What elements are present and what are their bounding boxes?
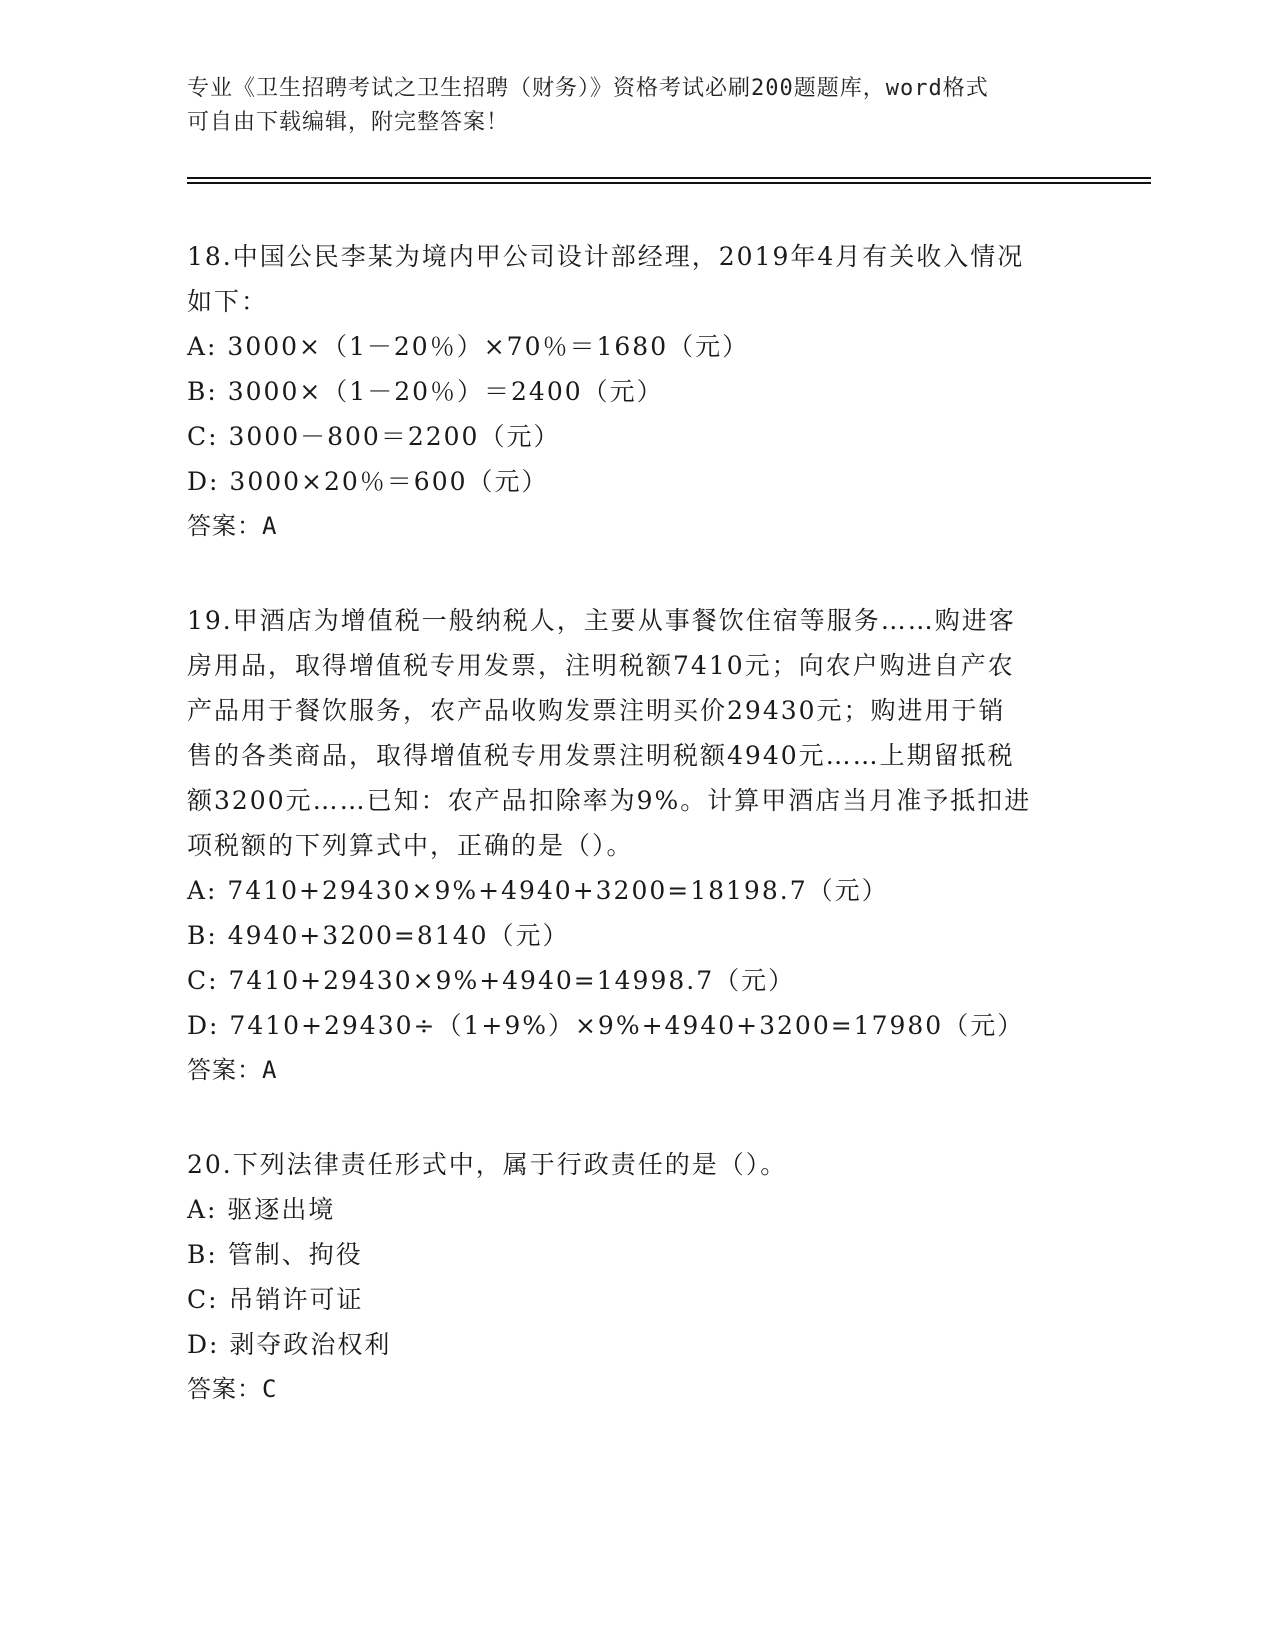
question-text-line: 项税额的下列算式中，正确的是（）。: [187, 831, 634, 860]
option-c: C: 7410+29430×9%+4940=14998.7（元）: [187, 966, 796, 995]
question-text-line: 如下：: [187, 287, 269, 316]
answer-label: 答案：A: [187, 1056, 278, 1084]
question-text-line: 房用品，取得增值税专用发票，注明税额7410元；向农户购进自产农: [187, 651, 1015, 680]
option-d: D: 7410+29430÷（1+9%）×9%+4940+3200=17980（元）: [187, 1011, 1025, 1040]
option-b: B: 管制、拘役: [187, 1240, 363, 1269]
option-a: A: 3000×（1－20％）×70％＝1680（元）: [187, 332, 750, 361]
option-c: C: 3000－800＝2200（元）: [187, 422, 561, 451]
header-divider-top: [187, 177, 1151, 179]
option-b: B: 3000×（1－20％）＝2400（元）: [187, 377, 664, 406]
option-a: A: 7410+29430×9%+4940+3200=18198.7（元）: [187, 876, 889, 905]
option-d: D: 3000×20％＝600（元）: [187, 467, 549, 496]
header-line-2: 可自由下载编辑，附完整答案！: [187, 110, 510, 135]
option-c: C: 吊销许可证: [187, 1285, 364, 1314]
answer-label: 答案：A: [187, 512, 278, 540]
question-text-line: 19.甲酒店为增值税一般纳税人，主要从事餐饮住宿等服务……购进客: [187, 606, 1016, 635]
question-text-line: 额3200元……已知：农产品扣除率为9%。计算甲酒店当月准予抵扣进: [187, 786, 1032, 815]
question-18: [187, 234, 1087, 549]
question-19: [187, 598, 1087, 1093]
question-text-line: 产品用于餐饮服务，农产品收购发票注明买价29430元；购进用于销: [187, 696, 1006, 725]
option-d: D: 剥夺政治权利: [187, 1330, 392, 1359]
question-text-line: 20.下列法律责任形式中，属于行政责任的是（）。: [187, 1150, 788, 1179]
header-line-1: 专业《卫生招聘考试之卫生招聘（财务）》资格考试必刷200题题库，word格式: [187, 76, 989, 101]
header-divider-bottom: [187, 182, 1151, 184]
question-text-line: 18.中国公民李某为境内甲公司设计部经理，2019年4月有关收入情况: [187, 242, 1025, 271]
answer-label: 答案：C: [187, 1375, 278, 1403]
option-a: A: 驱逐出境: [187, 1195, 336, 1224]
document-header: [187, 72, 1087, 140]
question-20: [187, 1142, 1087, 1412]
option-b: B: 4940+3200=8140（元）: [187, 921, 570, 950]
question-text-line: 售的各类商品，取得增值税专用发票注明税额4940元……上期留抵税: [187, 741, 1015, 770]
